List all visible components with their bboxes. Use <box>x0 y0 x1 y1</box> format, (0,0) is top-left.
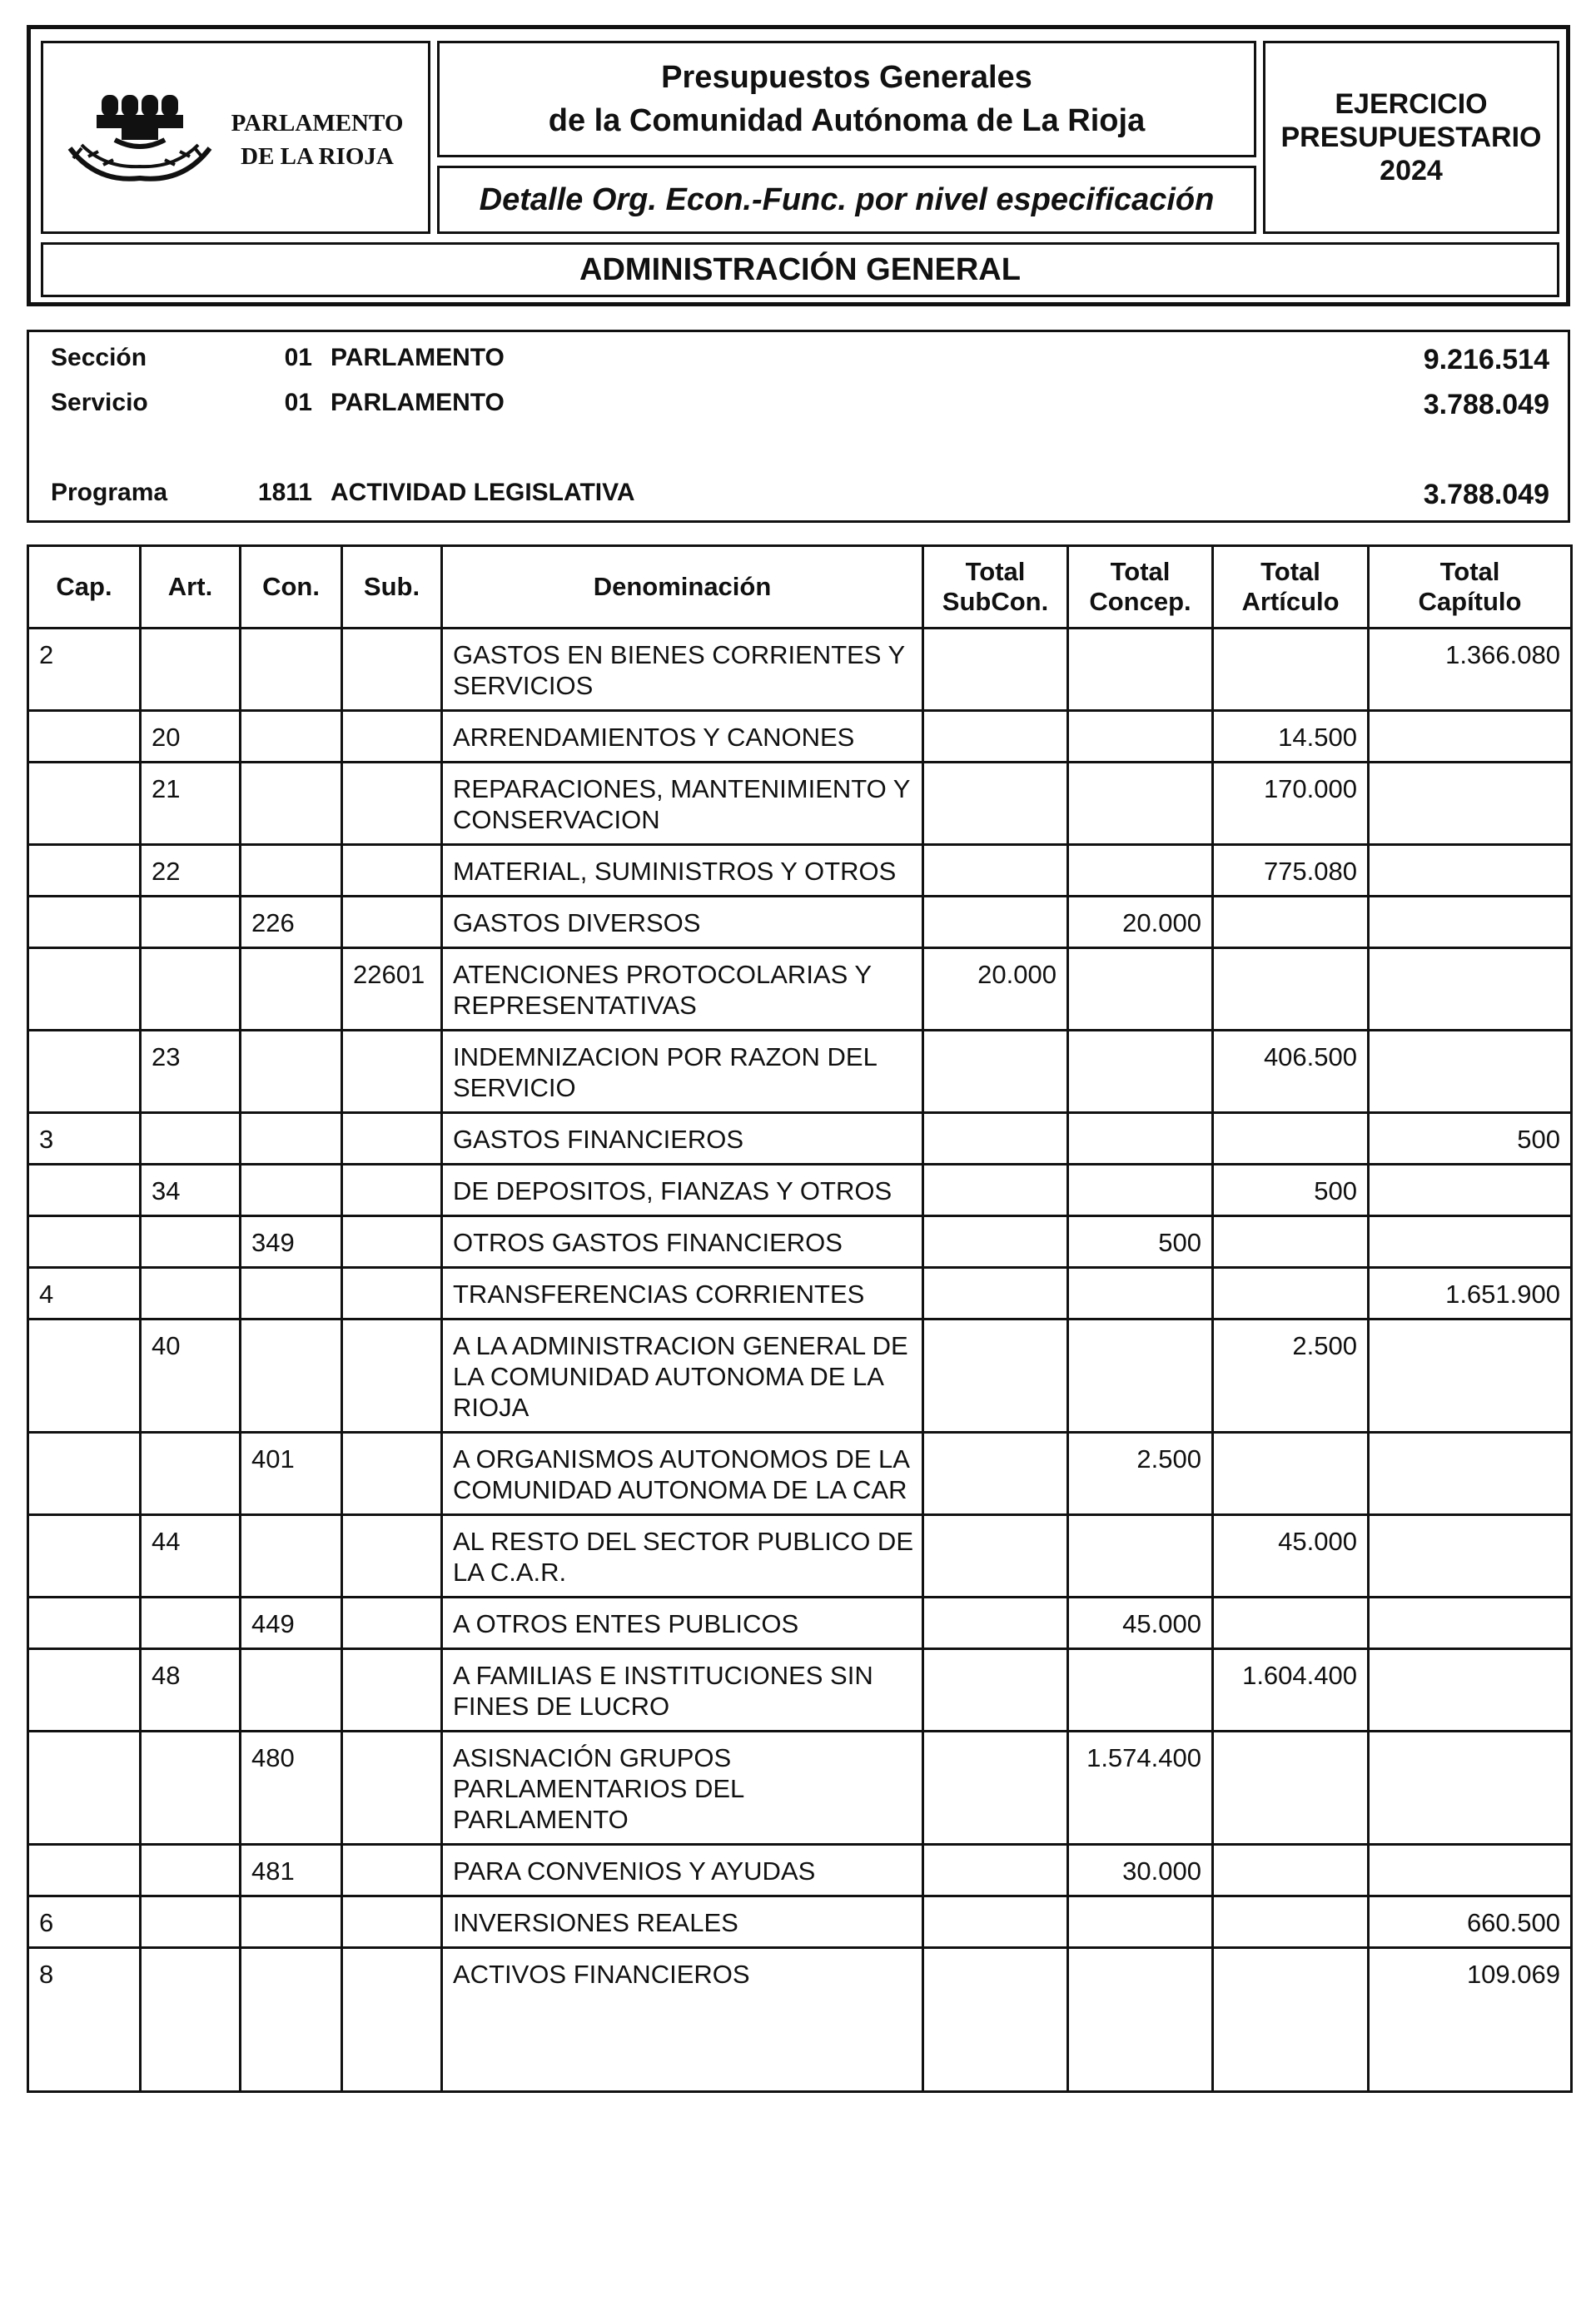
cell-art: 22 <box>141 845 241 897</box>
cell-total-concep <box>1068 1320 1213 1433</box>
cell-total-subcon <box>923 845 1068 897</box>
cell-total-articulo <box>1213 1268 1369 1320</box>
cell-total-concep: 45.000 <box>1068 1598 1213 1649</box>
cell-cap <box>28 1732 141 1845</box>
cell-total-capitulo <box>1369 1845 1572 1896</box>
cell-con: 401 <box>241 1433 342 1515</box>
cell-sub <box>342 1649 442 1732</box>
cell-total-capitulo <box>1369 763 1572 845</box>
subtitle-text: Detalle Org. Econ.-Func. por nivel especificación <box>479 181 1215 217</box>
fiscal-year-panel <box>1263 41 1559 234</box>
cell-total-capitulo <box>1369 1649 1572 1732</box>
cell-con <box>241 1515 342 1598</box>
cell-denominacion: ACTIVOS FINANCIEROS <box>442 1948 923 2092</box>
cell-con: 449 <box>241 1598 342 1649</box>
administration-label: ADMINISTRACIÓN GENERAL <box>579 251 1021 287</box>
servicio-label: Servicio <box>51 389 148 416</box>
cell-cap <box>28 1031 141 1113</box>
cell-total-subcon <box>923 1948 1068 2092</box>
document-subtitle <box>437 166 1256 234</box>
cell-total-concep <box>1068 845 1213 897</box>
cell-total-articulo: 500 <box>1213 1165 1369 1216</box>
cell-total-articulo <box>1213 1845 1369 1896</box>
cell-denominacion: INDEMNIZACION POR RAZON DEL SERVICIO <box>442 1031 923 1113</box>
cell-con <box>241 1268 342 1320</box>
cell-cap <box>28 897 141 948</box>
cell-total-articulo <box>1213 1948 1369 2092</box>
cell-denominacion: ARRENDAMIENTOS Y CANONES <box>442 711 923 763</box>
cell-denominacion: INVERSIONES REALES <box>442 1896 923 1948</box>
cell-cap: 6 <box>28 1896 141 1948</box>
cell-denominacion: PARA CONVENIOS Y AYUDAS <box>442 1845 923 1896</box>
year-line-1: EJERCICIO <box>1335 88 1488 120</box>
table-row <box>28 1433 1572 1515</box>
cell-art <box>141 948 241 1031</box>
table-row <box>28 1515 1572 1598</box>
cell-total-subcon <box>923 1732 1068 1845</box>
seccion-label: Sección <box>51 344 147 371</box>
logo-wordmark <box>213 107 421 173</box>
cell-total-subcon <box>923 1598 1068 1649</box>
cell-art <box>141 1268 241 1320</box>
cell-total-subcon <box>923 1896 1068 1948</box>
table-row <box>28 1216 1572 1268</box>
cell-denominacion: OTROS GASTOS FINANCIEROS <box>442 1216 923 1268</box>
table-row <box>28 897 1572 948</box>
cell-cap <box>28 1845 141 1896</box>
cell-total-concep: 20.000 <box>1068 897 1213 948</box>
parliament-logo-icon <box>63 92 213 191</box>
cell-total-concep <box>1068 1031 1213 1113</box>
cell-denominacion: MATERIAL, SUMINISTROS Y OTROS <box>442 845 923 897</box>
cell-con: 349 <box>241 1216 342 1268</box>
cell-total-concep <box>1068 1649 1213 1732</box>
cell-total-capitulo <box>1369 1515 1572 1598</box>
cell-total-capitulo <box>1369 1031 1572 1113</box>
cell-total-capitulo: 660.500 <box>1369 1896 1572 1948</box>
cell-sub <box>342 711 442 763</box>
cell-total-concep <box>1068 1896 1213 1948</box>
cell-total-capitulo <box>1369 1165 1572 1216</box>
cell-art <box>141 897 241 948</box>
cell-cap: 8 <box>28 1948 141 2092</box>
programa-label: Programa <box>51 479 168 506</box>
cell-cap <box>28 711 141 763</box>
cell-sub <box>342 763 442 845</box>
table-row <box>28 1649 1572 1732</box>
table-row <box>28 1948 1572 2092</box>
cell-total-concep <box>1068 1515 1213 1598</box>
cell-art: 34 <box>141 1165 241 1216</box>
title-line-1: Presupuestos Generales <box>661 60 1032 95</box>
document-title <box>437 41 1256 157</box>
seccion-code: 01 <box>284 344 312 371</box>
cell-con: 480 <box>241 1732 342 1845</box>
cell-art <box>141 629 241 711</box>
cell-con: 481 <box>241 1845 342 1896</box>
cell-total-concep <box>1068 711 1213 763</box>
cell-art <box>141 1732 241 1845</box>
cell-sub <box>342 1031 442 1113</box>
cell-total-capitulo <box>1369 845 1572 897</box>
cell-total-concep: 1.574.400 <box>1068 1732 1213 1845</box>
cell-sub <box>342 1113 442 1165</box>
cell-total-subcon <box>923 1113 1068 1165</box>
col-header-total-subcon: Total SubCon. <box>923 546 1068 629</box>
cell-con <box>241 629 342 711</box>
cell-sub <box>342 1948 442 2092</box>
budget-section-info <box>27 330 1570 523</box>
cell-denominacion: A ORGANISMOS AUTONOMOS DE LA COMUNIDAD AUTONOMA DE LA CAR <box>442 1433 923 1515</box>
cell-total-articulo <box>1213 1433 1369 1515</box>
cell-sub <box>342 1268 442 1320</box>
cell-total-articulo: 170.000 <box>1213 763 1369 845</box>
cell-art <box>141 1896 241 1948</box>
cell-cap <box>28 1165 141 1216</box>
cell-con <box>241 763 342 845</box>
year-value: 2024 <box>1380 155 1443 186</box>
cell-total-subcon <box>923 1515 1068 1598</box>
cell-total-articulo: 2.500 <box>1213 1320 1369 1433</box>
table-row <box>28 1320 1572 1433</box>
col-header-denominacion: Denominación <box>442 546 923 629</box>
cell-total-concep <box>1068 1165 1213 1216</box>
servicio-row <box>29 389 1568 422</box>
cell-total-concep <box>1068 1268 1213 1320</box>
cell-total-capitulo <box>1369 1732 1572 1845</box>
administration-banner <box>41 242 1559 297</box>
budget-table <box>27 544 1573 2093</box>
cell-sub <box>342 629 442 711</box>
programa-name: ACTIVIDAD LEGISLATIVA <box>331 479 635 506</box>
table-row <box>28 1031 1572 1113</box>
cell-sub <box>342 1165 442 1216</box>
cell-sub <box>342 1598 442 1649</box>
cell-sub <box>342 1433 442 1515</box>
cell-con <box>241 1113 342 1165</box>
cell-denominacion: AL RESTO DEL SECTOR PUBLICO DE LA C.A.R. <box>442 1515 923 1598</box>
cell-total-subcon <box>923 897 1068 948</box>
cell-denominacion: A FAMILIAS E INSTITUCIONES SIN FINES DE LUCRO <box>442 1649 923 1732</box>
cell-con <box>241 1948 342 2092</box>
cell-sub: 22601 <box>342 948 442 1031</box>
cell-sub <box>342 845 442 897</box>
table-row <box>28 1732 1572 1845</box>
cell-sub <box>342 1845 442 1896</box>
table-row <box>28 1896 1572 1948</box>
servicio-code: 01 <box>284 389 312 416</box>
title-line-2: de la Comunidad Autónoma de La Rioja <box>548 103 1146 138</box>
table-row <box>28 1268 1572 1320</box>
table-header-row <box>28 546 1572 629</box>
cell-total-concep: 2.500 <box>1068 1433 1213 1515</box>
cell-total-articulo <box>1213 1896 1369 1948</box>
cell-total-concep <box>1068 1948 1213 2092</box>
cell-con: 226 <box>241 897 342 948</box>
cell-total-subcon <box>923 1320 1068 1433</box>
cell-total-articulo <box>1213 1216 1369 1268</box>
cell-total-capitulo <box>1369 948 1572 1031</box>
seccion-amount: 9.216.514 <box>1423 344 1549 375</box>
cell-con <box>241 1320 342 1433</box>
cell-art: 21 <box>141 763 241 845</box>
cell-denominacion: ASISNACIÓN GRUPOS PARLAMENTARIOS DEL PARLAMENTO <box>442 1732 923 1845</box>
cell-denominacion: ATENCIONES PROTOCOLARIAS Y REPRESENTATIVAS <box>442 948 923 1031</box>
programa-code: 1811 <box>257 479 312 506</box>
cell-cap <box>28 1515 141 1598</box>
cell-art: 48 <box>141 1649 241 1732</box>
year-line-2: PRESUPUESTARIO <box>1280 122 1542 153</box>
cell-total-articulo <box>1213 1598 1369 1649</box>
cell-total-capitulo <box>1369 1598 1572 1649</box>
cell-denominacion: GASTOS FINANCIEROS <box>442 1113 923 1165</box>
cell-total-articulo: 406.500 <box>1213 1031 1369 1113</box>
logo-line-2: DE LA RIOJA <box>241 143 394 170</box>
table-row <box>28 948 1572 1031</box>
cell-cap: 3 <box>28 1113 141 1165</box>
cell-total-subcon <box>923 1845 1068 1896</box>
cell-con <box>241 1896 342 1948</box>
cell-art <box>141 1113 241 1165</box>
cell-total-capitulo <box>1369 711 1572 763</box>
cell-total-subcon <box>923 1165 1068 1216</box>
cell-sub <box>342 1320 442 1433</box>
table-row <box>28 629 1572 711</box>
cell-total-articulo <box>1213 1113 1369 1165</box>
document-header <box>27 25 1570 306</box>
table-row <box>28 763 1572 845</box>
cell-total-capitulo <box>1369 897 1572 948</box>
table-row <box>28 711 1572 763</box>
cell-art <box>141 1948 241 2092</box>
cell-total-capitulo: 500 <box>1369 1113 1572 1165</box>
cell-con <box>241 845 342 897</box>
cell-total-concep: 30.000 <box>1068 1845 1213 1896</box>
cell-art: 20 <box>141 711 241 763</box>
cell-cap <box>28 1216 141 1268</box>
cell-total-articulo: 14.500 <box>1213 711 1369 763</box>
cell-total-subcon <box>923 711 1068 763</box>
cell-cap: 2 <box>28 629 141 711</box>
cell-total-subcon <box>923 1216 1068 1268</box>
cell-cap <box>28 1598 141 1649</box>
cell-cap: 4 <box>28 1268 141 1320</box>
cell-cap <box>28 1649 141 1732</box>
cell-cap <box>28 763 141 845</box>
cell-sub <box>342 1732 442 1845</box>
cell-denominacion: TRANSFERENCIAS CORRIENTES <box>442 1268 923 1320</box>
cell-con <box>241 948 342 1031</box>
cell-sub <box>342 1896 442 1948</box>
col-header-total-articulo: Total Artículo <box>1213 546 1369 629</box>
cell-denominacion: GASTOS DIVERSOS <box>442 897 923 948</box>
cell-denominacion: A OTROS ENTES PUBLICOS <box>442 1598 923 1649</box>
cell-total-subcon: 20.000 <box>923 948 1068 1031</box>
cell-total-articulo <box>1213 629 1369 711</box>
cell-art: 23 <box>141 1031 241 1113</box>
cell-con <box>241 711 342 763</box>
cell-art <box>141 1216 241 1268</box>
seccion-name: PARLAMENTO <box>331 344 505 371</box>
cell-art <box>141 1598 241 1649</box>
cell-cap <box>28 845 141 897</box>
programa-row <box>29 479 1568 512</box>
servicio-name: PARLAMENTO <box>331 389 505 416</box>
table-row <box>28 1113 1572 1165</box>
col-header-sub: Sub. <box>342 546 442 629</box>
cell-sub <box>342 1216 442 1268</box>
cell-art: 40 <box>141 1320 241 1433</box>
table-row <box>28 1165 1572 1216</box>
cell-total-concep <box>1068 1113 1213 1165</box>
cell-cap <box>28 948 141 1031</box>
cell-total-subcon <box>923 1268 1068 1320</box>
servicio-amount: 3.788.049 <box>1423 389 1549 420</box>
cell-total-articulo: 45.000 <box>1213 1515 1369 1598</box>
cell-total-capitulo <box>1369 1320 1572 1433</box>
cell-total-concep: 500 <box>1068 1216 1213 1268</box>
cell-total-concep <box>1068 948 1213 1031</box>
logo-line-1: PARLAMENTO <box>231 110 404 137</box>
cell-art <box>141 1845 241 1896</box>
cell-total-capitulo <box>1369 1433 1572 1515</box>
logo-panel <box>41 41 430 234</box>
col-header-cap: Cap. <box>28 546 141 629</box>
table-row <box>28 1598 1572 1649</box>
seccion-row <box>29 344 1568 377</box>
cell-total-subcon <box>923 1649 1068 1732</box>
cell-total-articulo <box>1213 1732 1369 1845</box>
cell-total-capitulo: 109.069 <box>1369 1948 1572 2092</box>
cell-denominacion: GASTOS EN BIENES CORRIENTES Y SERVICIOS <box>442 629 923 711</box>
cell-total-subcon <box>923 629 1068 711</box>
col-header-con: Con. <box>241 546 342 629</box>
cell-denominacion: DE DEPOSITOS, FIANZAS Y OTROS <box>442 1165 923 1216</box>
cell-total-articulo: 775.080 <box>1213 845 1369 897</box>
cell-total-capitulo <box>1369 1216 1572 1268</box>
cell-denominacion: REPARACIONES, MANTENIMIENTO Y CONSERVACION <box>442 763 923 845</box>
cell-total-subcon <box>923 1433 1068 1515</box>
cell-total-concep <box>1068 629 1213 711</box>
col-header-total-concep: Total Concep. <box>1068 546 1213 629</box>
table-row <box>28 1845 1572 1896</box>
cell-total-concep <box>1068 763 1213 845</box>
cell-total-capitulo: 1.366.080 <box>1369 629 1572 711</box>
cell-denominacion: A LA ADMINISTRACION GENERAL DE LA COMUNIDAD AUTONOMA DE LA RIOJA <box>442 1320 923 1433</box>
cell-art <box>141 1433 241 1515</box>
col-header-total-capitulo: Total Capítulo <box>1369 546 1572 629</box>
cell-cap <box>28 1320 141 1433</box>
cell-con <box>241 1165 342 1216</box>
cell-sub <box>342 1515 442 1598</box>
cell-cap <box>28 1433 141 1515</box>
cell-total-capitulo: 1.651.900 <box>1369 1268 1572 1320</box>
cell-total-subcon <box>923 763 1068 845</box>
cell-total-articulo <box>1213 897 1369 948</box>
cell-total-articulo <box>1213 948 1369 1031</box>
cell-sub <box>342 897 442 948</box>
cell-con <box>241 1649 342 1732</box>
cell-total-subcon <box>923 1031 1068 1113</box>
cell-con <box>241 1031 342 1113</box>
cell-art: 44 <box>141 1515 241 1598</box>
table-row <box>28 845 1572 897</box>
cell-total-articulo: 1.604.400 <box>1213 1649 1369 1732</box>
col-header-art: Art. <box>141 546 241 629</box>
programa-amount: 3.788.049 <box>1423 479 1549 510</box>
